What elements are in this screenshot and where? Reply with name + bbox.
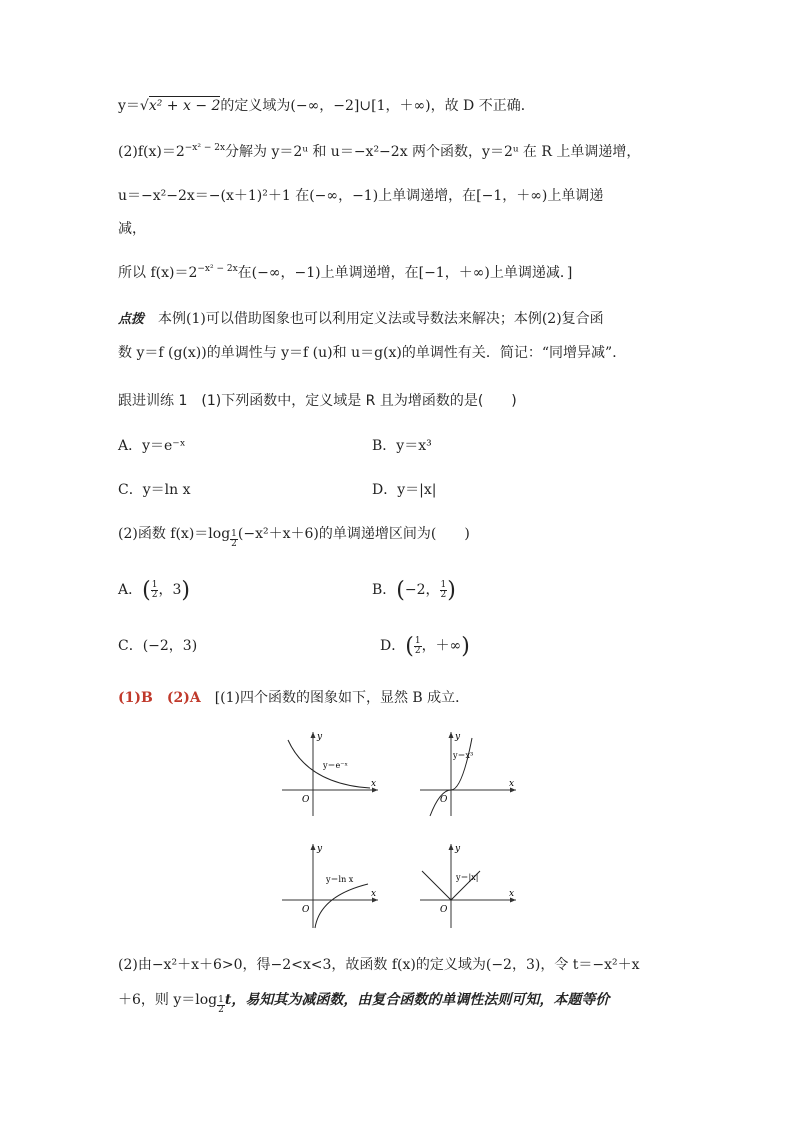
- tip-text-1: 本例(1)可以借助图象也可以利用定义法或导数法来解决；本例(2)复合函: [158, 311, 604, 327]
- graph3-axis-y: y: [317, 844, 323, 854]
- solution-line-4: 减，: [118, 221, 146, 237]
- line5-pre: 所以 f(x)＝2: [118, 265, 198, 281]
- paren-close: ): [181, 578, 190, 603]
- q2-option-a: [118, 580, 190, 601]
- q2-base-den: 2: [231, 539, 237, 549]
- solution-line-1: [118, 96, 535, 116]
- line1-lhs: y＝: [118, 98, 140, 114]
- tip-line-2: 数 y＝f (g(x))的单调性与 y＝f (u)和 u＝g(x)的单调性有关．简记：“同增异减”．: [118, 345, 627, 361]
- graph1-label: y＝e⁻ˣ: [323, 761, 348, 770]
- q1-option-b: B．y＝x³: [372, 438, 432, 454]
- solution-line-2: [118, 142, 640, 162]
- graph2-axis-y: y: [455, 732, 461, 742]
- q2-b-label: B．: [372, 582, 397, 598]
- paren-open: (: [396, 578, 405, 603]
- paren-open: (: [405, 634, 414, 659]
- q2-a-tail: ，3: [158, 582, 182, 598]
- last2-log-base: [217, 996, 225, 1015]
- line1-radicand: x² + x − 2: [148, 98, 221, 114]
- graph4-axis-x: x: [509, 889, 515, 899]
- graph4-label: y＝|x|: [456, 873, 479, 882]
- q1-option-a: A．y＝e⁻ˣ: [118, 438, 186, 454]
- graph-ln-x: [280, 840, 380, 934]
- q2-d-den: 2: [414, 645, 421, 656]
- graph4-axis-y: y: [455, 844, 461, 854]
- sqrt-symbol: √: [139, 98, 149, 114]
- graph1-axis-y: y: [317, 732, 323, 742]
- q2-log-base: [230, 530, 238, 549]
- paren-close: ): [461, 634, 470, 659]
- line1-rest: 的定义域为(−∞，−2]∪[1，＋∞)，故 D 不正确．: [220, 98, 535, 114]
- q2-d-label: D．: [380, 638, 406, 654]
- tip-label: 点拨: [118, 312, 145, 327]
- graph4-origin: O: [440, 905, 448, 915]
- q2-d-tail: ，＋∞: [421, 638, 462, 654]
- line2-exponent: −x² − 2x: [184, 143, 226, 153]
- q2-base-num: 1: [231, 529, 237, 539]
- last2-post: t，易知其为减函数，由复合函数的单调性法则可知，本题等价: [224, 992, 610, 1008]
- graph2-label: y＝x³: [453, 751, 474, 760]
- exercise-title: 跟进训练 1 (1)下列函数中，定义域是 R 且为增函数的是( ): [118, 393, 517, 409]
- line5-rest: 在(−∞，−1)上单调递增，在[−1，＋∞)上单调递减．]: [237, 265, 573, 281]
- q2-a-den: 2: [151, 589, 158, 600]
- graph-exp-neg-x: [280, 728, 380, 822]
- solution-line-5: [118, 263, 572, 283]
- line2-pre: (2)f(x)＝2: [118, 144, 185, 160]
- last2-base-num: 1: [218, 995, 224, 1005]
- q2-a-label: A．: [118, 582, 143, 598]
- solution-2-line-2: [118, 990, 609, 1015]
- paren-open: (: [142, 578, 151, 603]
- graph2-origin: O: [440, 795, 448, 805]
- q2-pre: (2)函数 f(x)＝log: [118, 526, 231, 542]
- q2-a-num: 1: [151, 579, 158, 590]
- graph3-label: y＝ln x: [326, 875, 354, 884]
- q2-b-head: −2，: [404, 582, 440, 598]
- paren-close: ): [447, 578, 456, 603]
- graph-x-cubed: [418, 728, 518, 822]
- graph3-axis-x: x: [371, 889, 377, 899]
- q2-option-b: [372, 580, 456, 601]
- last2-base-den: 2: [218, 1005, 224, 1015]
- graph3-origin: O: [302, 905, 310, 915]
- graph2-axis-x: x: [509, 779, 515, 789]
- answer-1: (1)B: [118, 690, 153, 706]
- solution-line-3: u＝−x²−2x＝−(x＋1)²＋1 在(−∞，−1)上单调递增，在[−1，＋∞)上单调递: [118, 188, 604, 204]
- q2-b-den: 2: [440, 589, 447, 600]
- last2-pre: ＋6，则 y＝log: [118, 992, 218, 1008]
- q2-option-d: [380, 636, 470, 657]
- q2-post: (−x²＋x＋6)的单调递增区间为( ): [237, 526, 470, 542]
- answer-text: [(1)四个函数的图象如下，显然 B 成立．: [214, 690, 470, 706]
- q2-option-c: C．(−2，3): [118, 638, 198, 654]
- graph1-axis-x: x: [371, 779, 377, 789]
- q1-option-c: C．y＝ln x: [118, 482, 191, 498]
- graph1-origin: O: [302, 795, 310, 805]
- answer-line: [118, 688, 469, 708]
- q2-d-num: 1: [414, 635, 421, 646]
- q2-b-num: 1: [440, 579, 447, 590]
- answer-2: (2)A: [166, 690, 201, 706]
- graph-abs-x: [418, 840, 518, 934]
- line5-exponent: −x² − 2x: [197, 264, 238, 274]
- q2-d-frac: [414, 637, 422, 656]
- tip-line-1: [118, 309, 604, 330]
- q2-stem: [118, 524, 470, 549]
- q1-option-d: D．y＝|x|: [372, 482, 437, 498]
- solution-2-line-1: (2)由−x²＋x＋6>0，得−2<x<3，故函数 f(x)的定义域为(−2，3)，令 t＝−x²＋x: [118, 957, 640, 973]
- line2-rest: 分解为 y＝2ᵘ 和 u＝−x²−2x 两个函数，y＝2ᵘ 在 R 上单调递增，: [225, 144, 641, 160]
